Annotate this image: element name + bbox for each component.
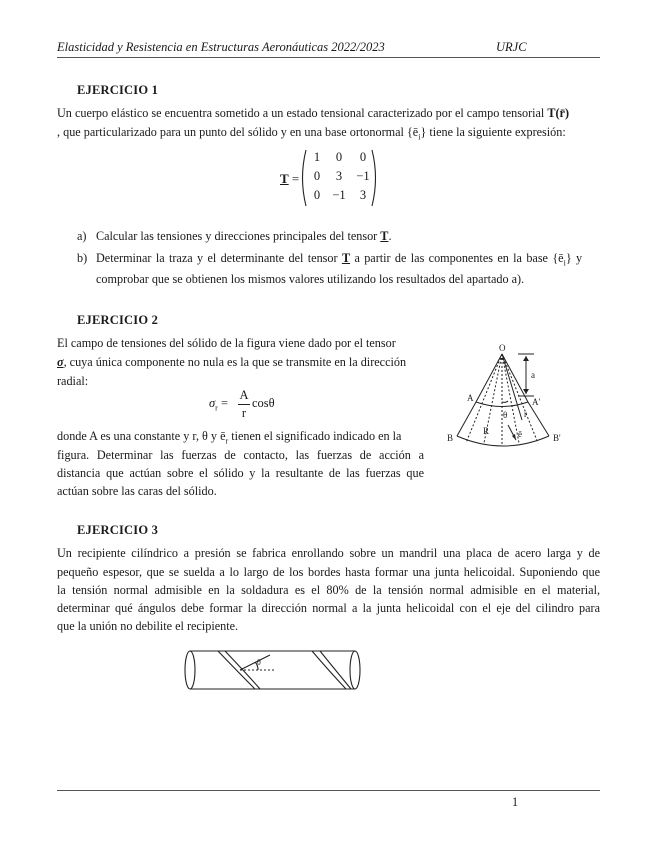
matrix-cell: 0: [313, 169, 321, 183]
formula-sigma: σ: [209, 396, 216, 410]
ex2-line6: distancia que actúan sobre el sólido y la resultante de las fuerzas que: [57, 466, 424, 480]
ex2-title: EJERCICIO 2: [77, 313, 159, 327]
ex2-line2-text: , cuya única componente no nula es la que se transmite en la dirección: [63, 355, 407, 369]
ex2-formula: [209, 396, 228, 413]
formula-fraction-bar: [238, 404, 250, 405]
page-number: 1: [512, 795, 519, 809]
ex1-matrix-label: T =: [280, 171, 300, 186]
matrix-cell: 3: [359, 188, 367, 202]
ex1-matrix-symbol: T: [280, 171, 289, 186]
matrix-cell: 1: [313, 150, 321, 164]
ex3-title: EJERCICIO 3: [77, 523, 159, 537]
fig2-label-r: r: [524, 409, 527, 419]
ex1-intro-text: Un cuerpo elástico se encuentra sometido a un estado tensional caracterizado por el campo tensorial: [57, 106, 545, 120]
item-a-body: Calcular las tensiones y direcciones principales del tensor: [96, 229, 378, 243]
formula-numerator: A: [239, 388, 249, 402]
ex1-item-a-text: [96, 229, 391, 244]
formula-sigma-sub: r: [215, 403, 218, 413]
formula-cos: cosθ: [252, 396, 275, 410]
fig2-label-B-prime: B': [553, 433, 561, 443]
item-b-mid: a partir de las componentes en la base: [354, 251, 548, 265]
ex2-line4-end: tienen el significado indicado en la: [228, 429, 402, 443]
matrix-cell: −1: [332, 188, 346, 202]
ex2-line4: [57, 429, 401, 445]
ex1-intro-line1: [57, 106, 602, 121]
ex1-basis-symbol: {ē: [406, 125, 419, 139]
item-b-basis-end: } y: [565, 251, 583, 265]
ex2-line1: El campo de tensiones del sólido de la figura viene dado por el tensor: [57, 336, 396, 350]
ex3-line2: pequeño espesor, que se suelda a lo largo de los bordes hasta formar una junta helicoidal. Suponiendo que: [57, 565, 600, 579]
ex3-line3: la tensión normal admisible en la soldadura es el 80% de la tensión normal admisible en el material,: [57, 583, 600, 597]
matrix-cell: 3: [335, 169, 343, 183]
ex3-line4: determinar qué ángulos debe formar la dirección normal a la junta helicoidal con el eje del cilindro para: [57, 601, 600, 615]
fig2-label-theta: θ: [503, 410, 508, 420]
item-a-end: .: [388, 229, 392, 243]
ex2-sigma-symbol: σ: [57, 355, 64, 369]
ex2-line3: radial:: [57, 374, 89, 388]
matrix-cell: −1: [356, 169, 370, 183]
ex1-item-a-label: a): [77, 229, 87, 243]
fig2-label-R: R: [483, 426, 490, 436]
ex1-item-b-text: [96, 251, 601, 267]
ex2-line2: [57, 355, 406, 370]
ex2-er-sub: r: [225, 436, 229, 446]
ex1-intro2-text: , que particularizado para un punto del sólido y en una base ortonormal: [57, 125, 404, 139]
ex1-tensor-field-symbol: T(r̄): [547, 106, 570, 120]
matrix-cell: 0: [335, 150, 343, 164]
ex1-item-b-label: b): [77, 251, 88, 265]
ex1-item-b-line2: comprobar que se obtienen los mismos valores utilizando los resultados del apartado a).: [96, 272, 525, 286]
header-title: Elasticidad y Resistencia en Estructuras Aeronáuticas 2022/2023: [57, 40, 385, 54]
footer-rule: [57, 790, 600, 791]
item-b-symbol: T: [341, 251, 351, 265]
ex1-title: EJERCICIO 1: [77, 83, 159, 97]
fig2-label-A-prime: A': [532, 397, 541, 407]
ex2-line4-text: donde A es una constante y r, θ y ē: [57, 429, 226, 443]
ex1-intro-line2: [57, 125, 602, 141]
item-b-basis: {ē: [552, 251, 564, 265]
fig3-label-theta: θ: [257, 658, 261, 667]
formula-denominator: r: [241, 406, 247, 420]
header-rule: [57, 57, 600, 58]
matrix-cell: 0: [313, 188, 321, 202]
item-a-symbol: T: [380, 229, 389, 243]
matrix-cell: 0: [359, 150, 367, 164]
ex1-basis-subscript: i: [418, 132, 421, 142]
ex3-line5: que la unión no debilite el recipiente.: [57, 619, 239, 633]
ex2-line7: actúan sobre las caras del sólido.: [57, 484, 217, 498]
item-b-body: Determinar la traza y el determinante del tensor: [96, 251, 338, 265]
ex1-intro2-end: } tiene la siguiente expresión:: [420, 125, 566, 139]
fig2-label-a: a: [531, 370, 535, 380]
fig2-label-B: B: [447, 433, 454, 443]
fig2-label-er: ē: [518, 429, 522, 439]
ex2-line5: figura. Determinar las fuerzas de contacto, las fuerzas de acción a: [57, 448, 424, 462]
header-institution: URJC: [496, 40, 527, 54]
fig2-label-A: A: [467, 393, 474, 403]
ex3-line1: Un recipiente cilíndrico a presión se fabrica enrollando sobre un mandril una placa de acero larga y de: [57, 546, 600, 560]
item-b-basis-sub: i: [563, 258, 566, 268]
ex2-cone-figure: [438, 340, 598, 485]
formula-equals: =: [220, 396, 229, 410]
ex3-cylinder-figure: [180, 646, 370, 694]
fig2-label-O: O: [499, 343, 506, 353]
